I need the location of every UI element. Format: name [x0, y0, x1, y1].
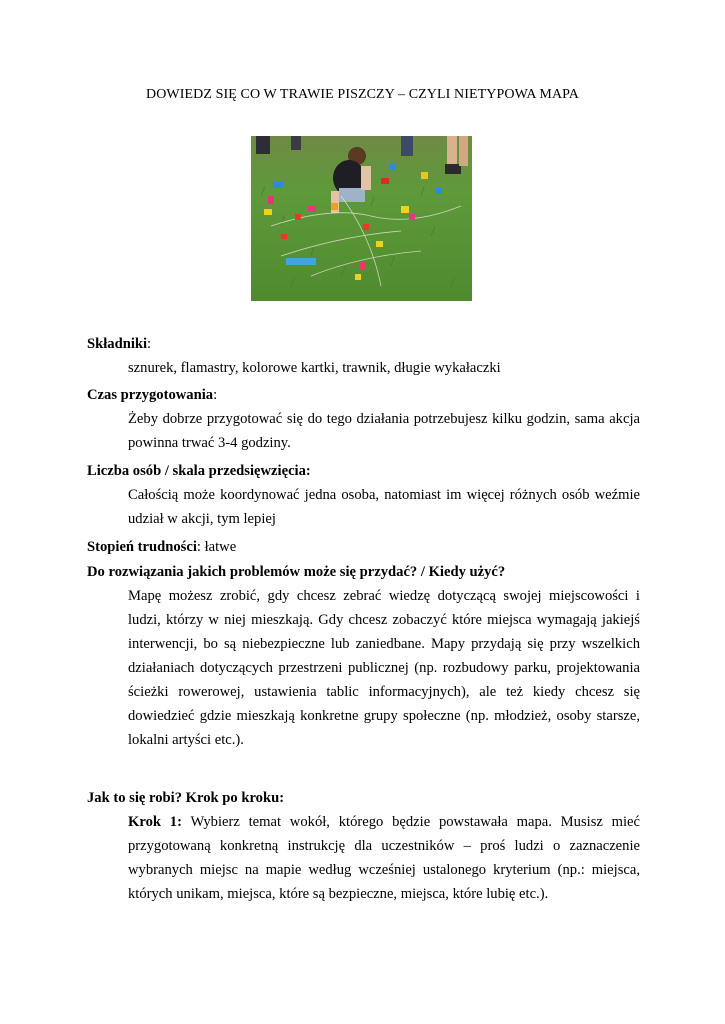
stopien-heading: Stopień trudności	[87, 539, 197, 555]
krok-1-line-2: przygotowaną konkretną instrukcję dla uczestników – proś ludzi o zaznaczenie	[128, 838, 640, 854]
liczba-line-2: udział w akcji, tym lepiej	[128, 511, 276, 527]
rozwiazanie-heading: Do rozwiązania jakich problemów może się przydać? / Kiedy użyć?	[87, 564, 506, 580]
rozwiazanie-line-7: lokalni artyści etc.).	[128, 732, 244, 748]
page-title: DOWIEDZ SIĘ CO W TRAWIE PISZCZY – CZYLI NIETYPOWA MAPA	[146, 87, 579, 102]
skladniki-colon: :	[147, 336, 152, 352]
rozwiazanie-line-2: ludzi, którzy w niej mieszkają. Gdy chcesz zobaczyć które miejsca wymagają jakiejś	[128, 612, 640, 628]
krok-1-line-1: Wybierz temat wokół, którego będzie powstawała mapa. Musisz mieć	[181, 814, 640, 830]
rozwiazanie-line-3: interwencji, bo są niebezpieczne lub zaniedbane. Mapy przydają się przy wszelkich	[128, 636, 640, 652]
krok-section	[87, 786, 640, 906]
stopien-value: : łatwe	[196, 539, 237, 555]
czas-line-1: Żeby dobrze przygotować się do tego działania potrzebujesz kilku godzin, sama akcja	[128, 411, 640, 427]
rozwiazanie-line-5: ścieżki rowerowej, ustawienia tablic informacyjnych), ale też kiedy chcesz się	[128, 684, 640, 700]
rozwiazanie-line-1: Mapę możesz zrobić, gdy chcesz zebrać wiedzę dotyczącą swojej miejscowości i	[128, 588, 640, 604]
skladniki-section	[87, 332, 640, 380]
rozwiazanie-line-6: dowiedzieć gdzie mieszkają konkretne grupy społeczne (np. młodzież, osoby starsze,	[128, 708, 640, 724]
czas-section	[87, 383, 640, 455]
czas-colon: :	[213, 387, 218, 403]
czas-heading: Czas przygotowania	[87, 387, 214, 403]
rozwiazanie-line-4: działaniach dotyczących przestrzeni publicznej (np. rozbudowy parku, projektowania	[128, 660, 640, 676]
skladniki-text: sznurek, flamastry, kolorowe kartki, trawnik, długie wykałaczki	[128, 360, 501, 376]
liczba-section	[87, 459, 640, 531]
krok-heading: Jak to się robi? Krok po kroku:	[87, 790, 285, 806]
krok-1-label: Krok 1:	[128, 814, 182, 830]
liczba-heading: Liczba osób / skala przedsięwzięcia:	[87, 463, 311, 479]
photo	[251, 136, 472, 301]
skladniki-heading: Składniki	[87, 336, 148, 352]
rozwiazanie-section	[87, 560, 640, 752]
photo-people-on-grass-with-flags-icon	[251, 136, 472, 301]
krok-1-line-3: wybranych miejsc na mapie według wcześniej ustalonego kryterium (np.: miejsca,	[128, 862, 640, 878]
czas-line-2: powinna trwać 3-4 godziny.	[128, 435, 291, 451]
stopien-section	[87, 535, 640, 559]
liczba-line-1: Całością może koordynować jedna osoba, natomiast im więcej różnych osób weźmie	[128, 487, 640, 503]
krok-1-line-4: których unikam, miejsca, które są bezpieczne, miejsca, które lubię etc.).	[128, 886, 549, 902]
